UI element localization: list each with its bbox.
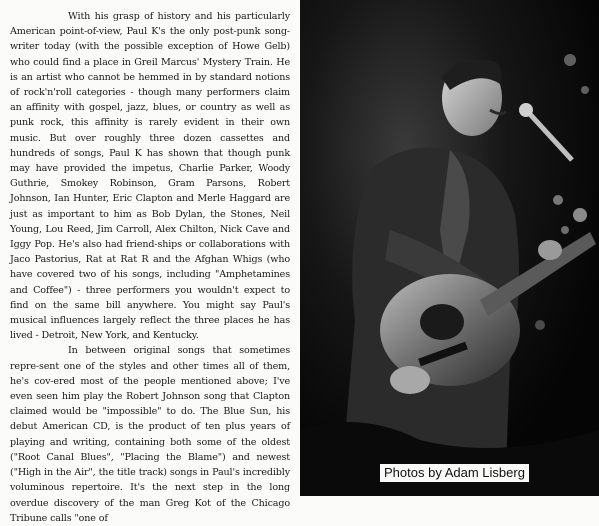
article-paragraph-2: In between original songs that sometimes repre-sent one of the styles and other times all of them, he's cov-ered most of the people mentioned above; I've even seen him play the Robert Johnson song that Clapton claimed would be "impossible" to do. The Blue Sun, his debut American CD, is the product of ten plus years of playing and writing, containing both some of the oldest ("Root Canal Blues", "Placing the Blame") and newest ("High in the Air", the title track) songs in Paul's incredibly voluminous repertoire. It's the next step in the long overdue discovery of the man Greg Kot of the Chicago Tribune calls "one of bbox=[10, 345, 290, 524]
article-text-column bbox=[0, 0, 296, 524]
performer-photo-illustration bbox=[300, 0, 599, 496]
photo-credit: Photos by Adam Lisberg bbox=[380, 464, 529, 482]
article-paragraph-1: With his grasp of history and his particularly American point-of-view, Paul K's the only post-punk song-writer today (with the possible exception of Howe Gelb) who could find a place in Greil Marcus' Mystery Train. He is an artist who cannot be hemmed in by standard notions of rock'n'roll categories - though many performers claim an affinity with gospel, jazz, blues, or country as well as punk rock, this affinity is rarely evident in their own music. But over roughly three dozen cassettes and hundreds of songs, Paul K has shown that though punk may have provided the impetus, Charlie Parker, Woody Guthrie, Smokey Robinson, Gram Parsons, Robert Johnson, Ian Hunter, Eric Clapton and Merle Haggard are just as important to him as Bob Dylan, the Stones, Neil Young, Lou Reed, Jim Carroll, Alex Chilton, Nick Cave and Iggy Pop. He's also had friend-ships or collaborations with Jaco Pastorius, Rat at Rat R and the Afghan Whigs (who have covered two of his songs, including "Amphetamines and Coffee") - three performers you wouldn't expect to find on the same bill anywhere. You might say Paul's musical influences largely reflect the three places he has lived - Detroit, New York, and Kentucky. bbox=[10, 11, 290, 342]
concert-photo bbox=[300, 0, 599, 496]
